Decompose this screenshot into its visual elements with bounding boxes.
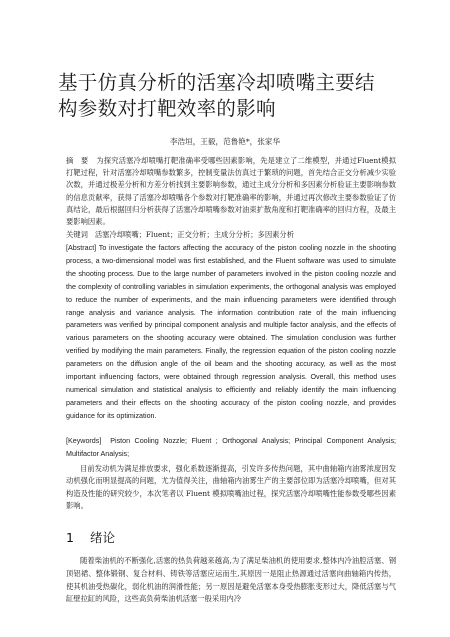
keywords-en-text: Piston Cooling Nozzle; Fluent ; Orthogonal Analysis; Principal Component Analysis; Multifactor Analysis; (66, 437, 396, 458)
abstract-cn-text: 为探究活塞冷却喷嘴打靶准确率受哪些因素影响，先是建立了二维模型，并通过Fluent模拟打靶过程，针对活塞冷却喷嘴参数繁多，控制变量法仿真过于繁琐的问题，首先结合正交分析减少实验次数，并通过极差分析和方差分析找到主要影响参数，通过主成分分析和多因素分析验证主要影响参数的信息贡献率，获得了活塞冷却喷嘴各个参数对打靶准确率的影响，并通过再次修改主要参数验证了仿真结论，最后根据回归分析获得了活塞冷却喷嘴参数对油束扩散角度和打靶准确率的回归方程，及最主要影响因素。 (66, 156, 397, 227)
abstract-en-label: [Abstract] (66, 244, 97, 252)
abstract-en (66, 242, 396, 423)
abstract-cn-label: 摘 要 (66, 156, 89, 165)
keywords-en-label: [Keywords] (66, 437, 102, 445)
keywords-cn-label: 关键词 (66, 230, 88, 239)
author-list: 李浩垣，王毅，范鲁艳*，张家华 (169, 137, 281, 146)
abstract-en-text: To investigate the factors affecting the accuracy of the piston cooling nozzle in the shooting process, a two-dimensional model was first established, and the Fluent software was used to simulate the shooting process. Due to the large number of parameters involved in the piston cooling nozzle and the complexity of controlling variables in simulation experiments, the orthogonal analysis was employed to reduce the number of experiments, and the main influencing parameters were identified through range analysis and variance analysis. The information contribution rate of the main influencing parameters was verified by principal component analysis and multiple factor analysis, and the effects of various parameters on the shooting accuracy were obtained. The simulation conclusion was further verified by modifying the main parameters. Finally, the regression equation of the piston cooling nozzle parameters on the diffusion angle of the oil beam and the shooting accuracy, as well as the most important influencing factors, were obtained through regression analysis. Overall, this method uses numerical simulation and statistical analysis to efficiently and reliably identify the main influencing parameters and their effects on the shooting accuracy of the piston cooling nozzle, and provides guidance for its optimization. (66, 244, 397, 420)
keywords-en (66, 435, 396, 461)
title-line-2: 构参数对打靶效率的影响 (58, 97, 276, 120)
section-title: 绪论 (89, 530, 115, 545)
keywords-cn-text: 活塞冷却喷嘴；Fluent；正交分析；主成分分析；多因素分析 (94, 230, 295, 239)
keywords-cn (66, 229, 396, 241)
section-number: 1 (66, 530, 74, 545)
abstract-cn (66, 155, 396, 228)
title-line-1: 基于仿真分析的活塞冷却喷嘴主要结 (58, 71, 375, 94)
section-heading (66, 528, 115, 546)
section-body-text: 随着柴油机的不断强化,活塞的热负荷越来越高,为了满足柴油机的使用要求,整体内冷油腔活塞、钢顶铝裙、整体锻钢、复合材料、铸铁等活塞应运而生,其原因一是阻止热源通过活塞向曲轴箱内传热，使其机油受热碳化，弱化机油的润滑性能；另一原因是避免活塞本身受热膨胀变形过大，降低活塞与气缸壁拉缸的风险，这些高负荷柴油机活塞一般采用内冷 (66, 556, 396, 604)
intro-paragraph: 目前发动机为满足排放要求，强化系数逐渐提高，引发许多传热问题，其中曲轴箱内油雾浓度因发动机强化而明显提高的问题，尤为值得关注，曲轴箱内油雾生产的主要部位即为活塞冷却喷嘴，但对其构造及性能的研究较少，本次笔者以 Fluent 模拟喷嘴油过程，探究活塞冷却喷嘴性能参数受哪些因素影响。 (66, 464, 396, 511)
paper-title (58, 70, 398, 122)
